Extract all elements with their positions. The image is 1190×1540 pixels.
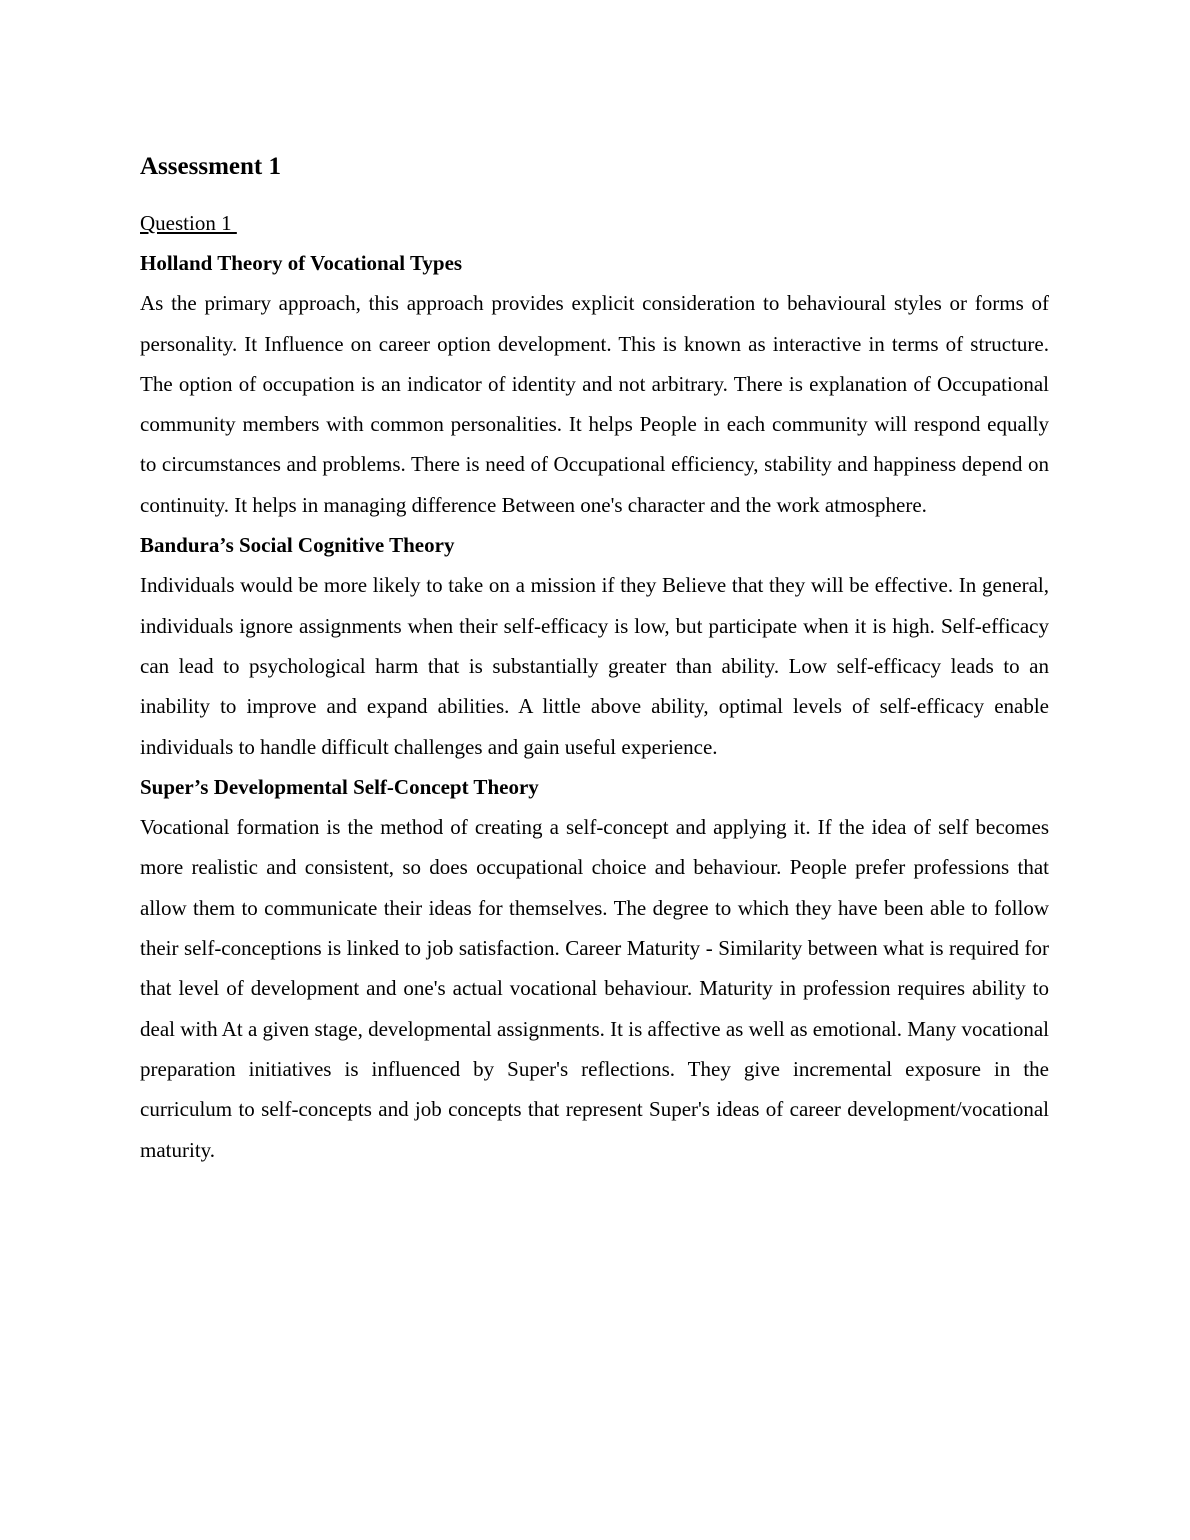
section-heading: Bandura’s Social Cognitive Theory: [140, 533, 455, 558]
section-heading: Holland Theory of Vocational Types: [140, 251, 463, 275]
section-bandura: [140, 525, 1049, 767]
document-page: [140, 148, 1049, 1170]
section-body: Vocational formation is the method of creating a self-concept and applying it. If the idea of self becomes more realistic and consistent, so does occupational choice and behaviour. People prefer professions that allow them to communicate their ideas for themselves. The degree to which they have been able to follow their self-conceptions is linked to job satisfaction. Career Maturity - Similarity between what is required for that level of development and one's actual vocational behaviour. Maturity in profession requires ability to deal with At a given stage, developmental assignments. It is affective as well as emotional. Many vocational preparation initiatives is influenced by Super's reflections. They give incremental exposure in the curriculum to self-concepts and job concepts that represent Super's ideas of career development/vocational maturity.: [140, 815, 1049, 1162]
question-label: Question 1: [140, 211, 237, 235]
section-heading: Super’s Developmental Self-Concept Theory: [140, 774, 539, 799]
section-holland: [140, 243, 1049, 525]
document-title: Assessment 1: [140, 153, 281, 180]
section-super: [140, 767, 1049, 1170]
section-body: Individuals would be more likely to take on a mission if they Believe that they will be effective. In general, individuals ignore assignments when their self-efficacy is low, but participate when it is high. Self-efficacy can lead to psychological harm that is substantially greater than ability. Low self-efficacy leads to an inability to improve and expand abilities. A little above ability, optimal levels of self-efficacy enable individuals to handle difficult challenges and gain useful experience.: [140, 573, 1049, 759]
section-body: As the primary approach, this approach provides explicit consideration to behavioural styles or forms of personality. It Influence on career option development. This is known as interactive in terms of structure. The option of occupation is an indicator of identity and not arbitrary. There is explanation of Occupational community members with common personalities. It helps People in each community will respond equally to circumstances and problems. There is need of Occupational efficiency, stability and happiness depend on continuity. It helps in managing difference Between one's character and the work atmosphere.: [140, 291, 1049, 517]
